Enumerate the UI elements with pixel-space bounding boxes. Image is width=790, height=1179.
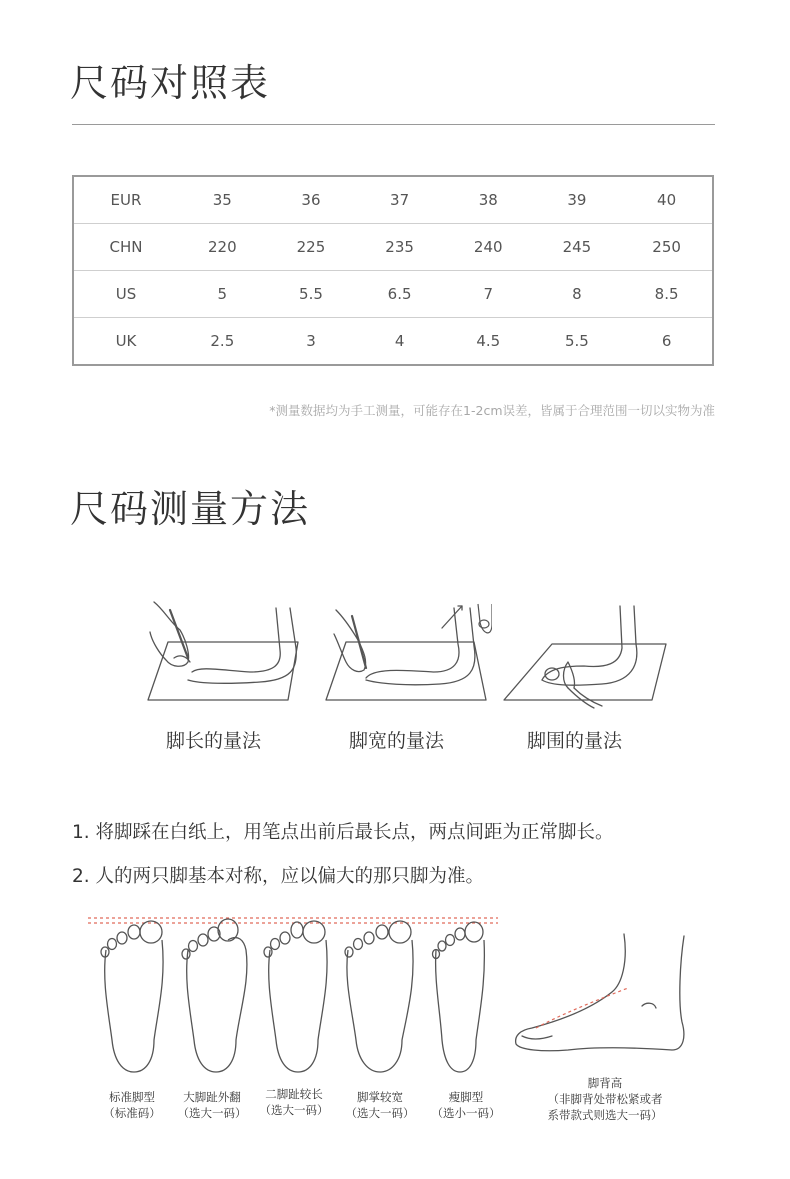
table-cell: 3 bbox=[267, 317, 356, 365]
foot-wide-icon bbox=[345, 921, 413, 1072]
foot-bunion-icon bbox=[182, 919, 247, 1072]
table-cell: 240 bbox=[444, 224, 533, 271]
measure-method-title: 尺码测量方法 bbox=[70, 487, 311, 531]
instep-guide-line bbox=[536, 988, 628, 1028]
step-1-text: 1. 将脚踩在白纸上，用笔点出前后最长点，两点间距为正常脚长。 bbox=[72, 822, 614, 843]
table-cell: 37 bbox=[390, 191, 410, 210]
table-cell: 7 bbox=[444, 270, 533, 317]
table-cell: 8.5 bbox=[621, 270, 713, 317]
table-cell: 8 bbox=[533, 270, 622, 317]
table-cell: 6 bbox=[621, 317, 713, 365]
size-chart-title: 尺码对照表 bbox=[70, 61, 271, 105]
measurement-note: *测量数据均为手工测量，可能存在1-2cm误差，皆属于合理范围一切以实物为准 bbox=[269, 403, 715, 418]
caption-long-second-toe: 二脚趾较长 （选大一码） bbox=[259, 1087, 329, 1117]
table-cell: 245 bbox=[533, 224, 622, 271]
caption-wide: 脚掌较宽 （选大一码） bbox=[345, 1090, 415, 1120]
table-cell: 36 bbox=[301, 191, 321, 210]
table-cell: 39 bbox=[567, 191, 587, 210]
table-row bbox=[73, 176, 713, 224]
table-cell: 5.5 bbox=[267, 270, 356, 317]
caption-bunion: 大脚趾外翻 （选大一码） bbox=[177, 1090, 247, 1120]
row-label-chn: CHN bbox=[73, 224, 178, 271]
method-label-length: 脚长的量法 bbox=[166, 730, 262, 752]
foot-instep-icon bbox=[512, 932, 692, 1062]
size-chart-table bbox=[72, 175, 714, 366]
method-label-width: 脚宽的量法 bbox=[349, 730, 445, 752]
foot-long-second-toe-icon bbox=[264, 921, 327, 1072]
table-cell: 235 bbox=[355, 224, 444, 271]
step-2-text: 2. 人的两只脚基本对称，应以偏大的那只脚为准。 bbox=[72, 866, 485, 887]
method-label-girth: 脚围的量法 bbox=[527, 730, 623, 752]
caption-instep: 脚背高 （非脚背处带松紧或者 系带款式则选大一码） bbox=[547, 1076, 663, 1122]
table-cell: 4 bbox=[355, 317, 444, 365]
caption-standard: 标准脚型 （标准码） bbox=[103, 1090, 161, 1120]
table-cell: 40 bbox=[657, 191, 677, 210]
foot-girth-icon bbox=[502, 600, 672, 710]
foot-types-illustration bbox=[86, 910, 506, 1085]
table-row bbox=[73, 317, 713, 365]
table-cell: 250 bbox=[621, 224, 713, 271]
table-cell: 4.5 bbox=[444, 317, 533, 365]
row-label-uk: UK bbox=[73, 317, 178, 365]
table-row bbox=[73, 270, 713, 317]
foot-width-icon bbox=[322, 600, 492, 710]
table-cell: 5 bbox=[178, 270, 267, 317]
table-row bbox=[73, 224, 713, 271]
table-cell: 6.5 bbox=[355, 270, 444, 317]
row-label-eur: EUR bbox=[110, 191, 142, 210]
table-cell: 2.5 bbox=[178, 317, 267, 365]
table-cell: 35 bbox=[212, 191, 232, 210]
table-cell: 5.5 bbox=[533, 317, 622, 365]
foot-standard-icon bbox=[101, 921, 163, 1072]
foot-slim-icon bbox=[433, 922, 485, 1072]
table-cell: 220 bbox=[178, 224, 267, 271]
table-cell: 38 bbox=[478, 191, 498, 210]
table-cell: 225 bbox=[267, 224, 356, 271]
row-label-us: US bbox=[73, 270, 178, 317]
foot-length-icon bbox=[140, 600, 310, 710]
title-divider bbox=[72, 124, 715, 125]
caption-slim: 瘦脚型 （选小一码） bbox=[431, 1090, 501, 1120]
